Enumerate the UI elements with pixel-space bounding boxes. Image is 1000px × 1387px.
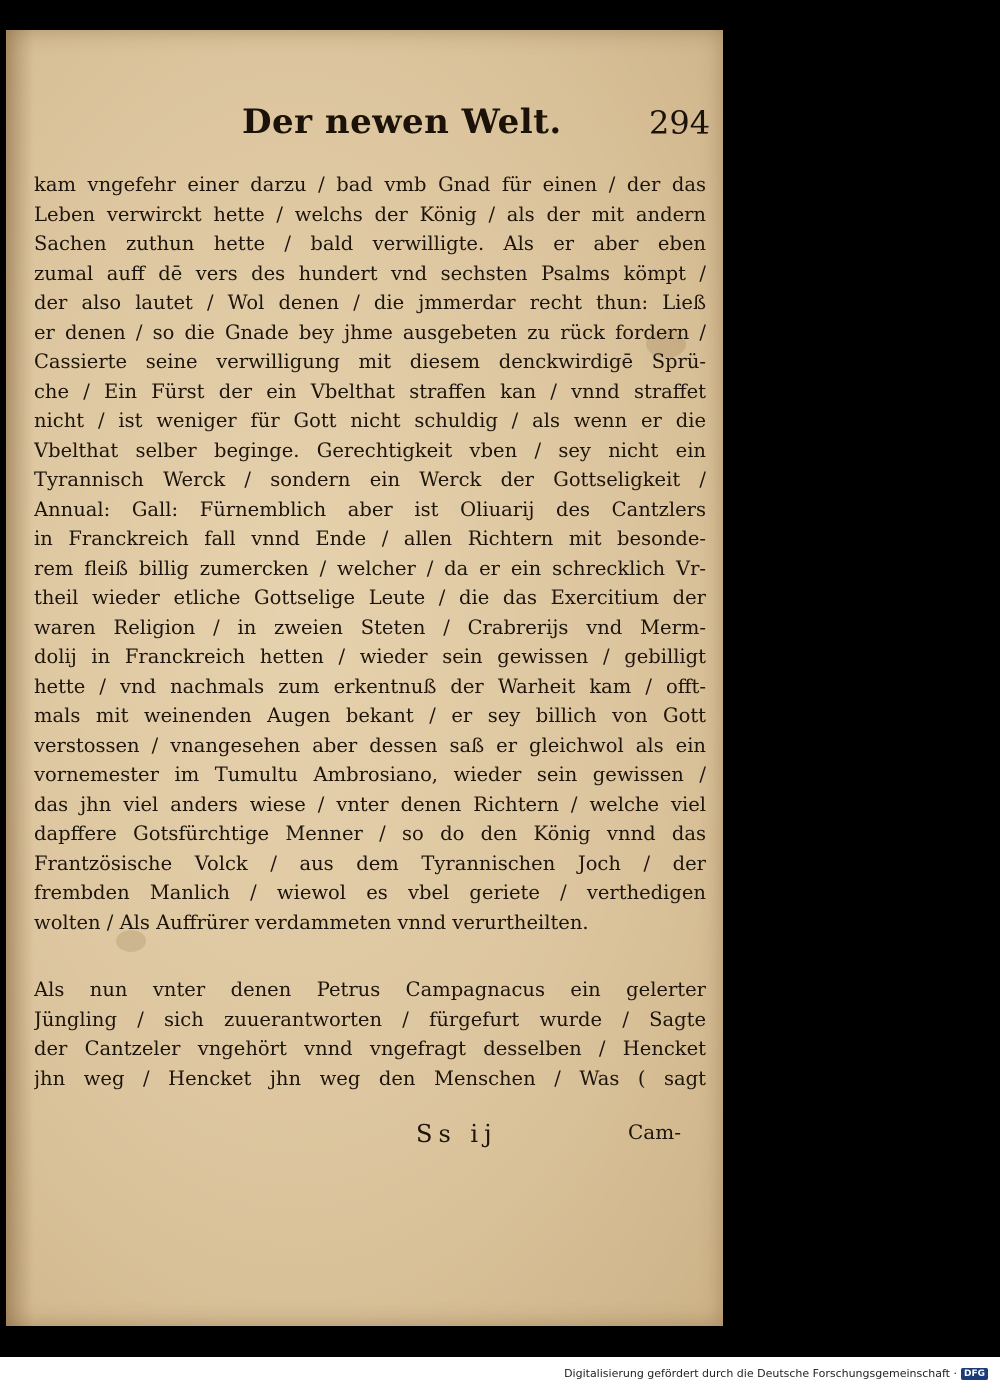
text-line: dolij in Franckreich hetten / wieder sein gewissen / gebilligt bbox=[34, 645, 706, 668]
text-line: che / Ein Fürst der ein Vbelthat straffen kan / vnnd straffet bbox=[34, 379, 706, 403]
body-text bbox=[34, 170, 706, 1093]
text-line: frembden Manlich / wiewol es vbel geriete / verthedigen bbox=[34, 881, 706, 904]
text-line: vornemester im Tumultu Ambrosiano, wieder sein gewissen / bbox=[34, 763, 706, 786]
text-line: der Cantzeler vngehört vnnd vngefragt desselben / Hencket bbox=[34, 1037, 706, 1060]
text-line: er denen / so die Gnade bey jhme ausgebeten zu rück fordern / bbox=[34, 320, 706, 344]
text-line: waren Religion / in zweien Steten / Crabrerijs vnd Merm- bbox=[34, 615, 706, 639]
text-line: theil wieder etliche Gottselige Leute / die das Exercitium der bbox=[34, 586, 706, 609]
text-line: der also lautet / Wol denen / die jmmerdar recht thun: Ließ bbox=[34, 291, 706, 314]
page-footer bbox=[6, 1120, 723, 1156]
catchword: Cam- bbox=[628, 1120, 681, 1144]
text-line: in Franckreich fall vnnd Ende / allen Richtern mit besonde- bbox=[34, 527, 706, 550]
page-number: 294 bbox=[649, 104, 711, 142]
text-line: dapffere Gotsfürchtige Menner / so do den König vnnd das bbox=[34, 822, 706, 845]
text-line: Vbelthat selber beginge. Gerechtigkeit vben / sey nicht ein bbox=[34, 438, 706, 462]
text-line: verstossen / vnangesehen aber dessen saß er gleichwol als ein bbox=[34, 733, 706, 757]
text-line: Frantzösische Volck / aus dem Tyrannischen Joch / der bbox=[34, 851, 706, 875]
text-line: Cassierte seine verwilligung mit diesem denckwirdigē Sprü- bbox=[34, 350, 706, 373]
text-line: nicht / ist weniger für Gott nicht schuldig / als wenn er die bbox=[34, 409, 706, 432]
dfg-logo-icon: DFG bbox=[961, 1368, 988, 1380]
text-line: hette / vnd nachmals zum erkentnuß der Warheit kam / offt- bbox=[34, 674, 706, 698]
text-line: Annual: Gall: Fürnemblich aber ist Oliuarij des Cantzlers bbox=[34, 497, 706, 521]
signature-mark: Ss ij bbox=[416, 1120, 498, 1148]
text-line: jhn weg / Hencket jhn weg den Menschen / Was ( sagt bbox=[34, 1066, 706, 1090]
text-line: Sachen zuthun hette / bald verwilligte. Als er aber eben bbox=[34, 232, 706, 255]
book-page bbox=[6, 30, 723, 1326]
running-head bbox=[6, 102, 723, 152]
digitization-credit bbox=[564, 1367, 988, 1380]
text-line: wolten / Als Auffrürer verdammeten vnnd verurtheilten. bbox=[34, 910, 589, 934]
text-line: mals mit weinenden Augen bekant / er sey billich von Gott bbox=[34, 704, 706, 727]
text-line: Tyrannisch Werck / sondern ein Werck der Gottseligkeit / bbox=[34, 468, 706, 491]
text-line: Jüngling / sich zuuerantworten / fürgefurt wurde / Sagte bbox=[34, 1007, 706, 1031]
running-head-title: Der newen Welt. bbox=[242, 102, 562, 142]
text-line: rem fleiß billig zumercken / welcher / da er ein schrecklich Vr- bbox=[34, 556, 706, 580]
text-line: Als nun vnter denen Petrus Campagnacus ein gelerter bbox=[34, 978, 706, 1001]
text-line: Leben verwirckt hette / welchs der König / als der mit andern bbox=[34, 202, 706, 226]
text-line: zumal auff dē vers des hundert vnd sechsten Psalms kömpt / bbox=[34, 261, 706, 285]
text-line: das jhn viel anders wiese / vnter denen Richtern / welche viel bbox=[34, 792, 706, 816]
paragraph-gap bbox=[34, 937, 706, 975]
credit-text: Digitalisierung gefördert durch die Deutsche Forschungsgemeinschaft · bbox=[564, 1367, 957, 1380]
text-line: kam vngefehr einer darzu / bad vmb Gnad für einen / der das bbox=[34, 173, 706, 196]
